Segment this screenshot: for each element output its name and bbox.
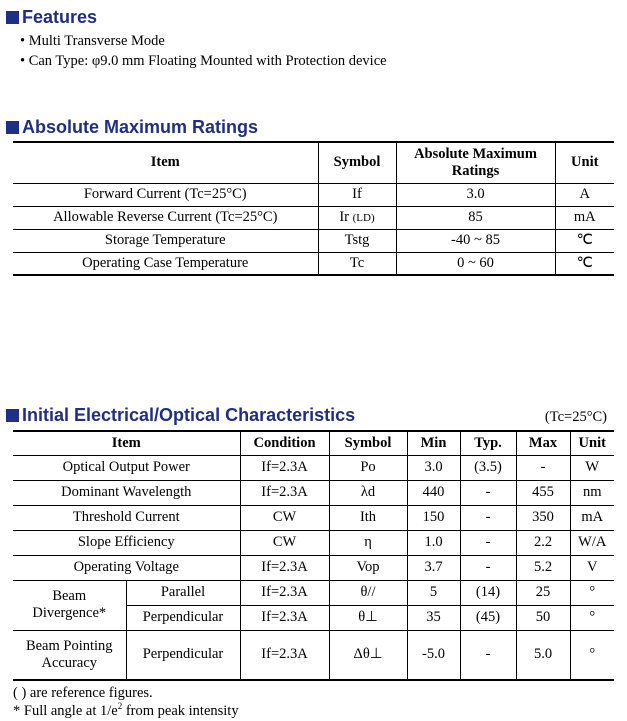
cell-max: 25 bbox=[516, 580, 570, 605]
tc-note: (Tc=25°C) bbox=[544, 409, 607, 425]
table-row bbox=[13, 580, 614, 605]
table-row bbox=[13, 229, 614, 252]
cell-sub: Perpendicular bbox=[126, 605, 240, 630]
cell-condition: If=2.3A bbox=[240, 630, 329, 680]
square-bullet-icon bbox=[6, 409, 19, 422]
cell-typ: (14) bbox=[460, 580, 516, 605]
cell-typ: (3.5) bbox=[460, 455, 516, 480]
cell-symbol: Po bbox=[329, 455, 407, 480]
cell-symbol: Ir (LD) bbox=[318, 206, 396, 229]
cell-unit: ° bbox=[570, 630, 614, 680]
electrical-table bbox=[13, 430, 614, 681]
col-header-typ: Typ. bbox=[460, 431, 516, 455]
cell-min: 3.0 bbox=[407, 455, 460, 480]
cell-item: Threshold Current bbox=[13, 505, 240, 530]
col-header-unit: Unit bbox=[555, 142, 614, 183]
cell-condition: CW bbox=[240, 505, 329, 530]
symbol-subscript: (LD) bbox=[352, 211, 375, 224]
abs-max-table bbox=[13, 141, 614, 276]
features-item: • Multi Transverse Mode bbox=[20, 33, 165, 49]
cell-condition: CW bbox=[240, 530, 329, 555]
cell-max: 2.2 bbox=[516, 530, 570, 555]
cell-unit: ° bbox=[570, 580, 614, 605]
table-header-row bbox=[13, 431, 614, 455]
cell-unit: W bbox=[570, 455, 614, 480]
cell-beam-pointing-label: Beam Pointing Accuracy bbox=[13, 630, 126, 680]
cell-item: Optical Output Power bbox=[13, 455, 240, 480]
cell-condition: If=2.3A bbox=[240, 605, 329, 630]
cell-condition: If=2.3A bbox=[240, 480, 329, 505]
abs-max-heading bbox=[6, 117, 258, 138]
cell-symbol: Vop bbox=[329, 555, 407, 580]
abs-max-title: Absolute Maximum Ratings bbox=[22, 117, 259, 137]
cell-symbol: θ// bbox=[329, 580, 407, 605]
cell-symbol: Tc bbox=[318, 252, 396, 275]
cell-condition: If=2.3A bbox=[240, 455, 329, 480]
cell-symbol: θ⊥ bbox=[329, 605, 407, 630]
cell-typ: - bbox=[460, 555, 516, 580]
cell-max: - bbox=[516, 455, 570, 480]
col-header-item: Item bbox=[13, 142, 318, 183]
cell-sub: Perpendicular bbox=[126, 630, 240, 680]
cell-item: Operating Voltage bbox=[13, 555, 240, 580]
electrical-title: Initial Electrical/Optical Characteristics bbox=[22, 405, 356, 425]
cell-beam-divergence-label: Beam Divergence* bbox=[13, 580, 126, 630]
cell-min: 440 bbox=[407, 480, 460, 505]
cell-item: Storage Temperature bbox=[13, 229, 318, 252]
table-row bbox=[13, 630, 614, 680]
cell-min: -5.0 bbox=[407, 630, 460, 680]
cell-max: 5.2 bbox=[516, 555, 570, 580]
cell-typ: - bbox=[460, 630, 516, 680]
table-row bbox=[13, 252, 614, 275]
table-row bbox=[13, 206, 614, 229]
features-title: Features bbox=[22, 7, 98, 27]
col-header-unit: Unit bbox=[570, 431, 614, 455]
cell-max: 455 bbox=[516, 480, 570, 505]
cell-min: 5 bbox=[407, 580, 460, 605]
cell-max: 350 bbox=[516, 505, 570, 530]
cell-item: Allowable Reverse Current (Tc=25°C) bbox=[13, 206, 318, 229]
cell-max: 50 bbox=[516, 605, 570, 630]
table-header-row bbox=[13, 142, 614, 183]
reference-note: ( ) are reference figures. bbox=[13, 685, 153, 701]
cell-min: 150 bbox=[407, 505, 460, 530]
cell-typ: - bbox=[460, 505, 516, 530]
cell-unit: mA bbox=[570, 505, 614, 530]
col-header-ratings: Absolute Maximum Ratings bbox=[396, 142, 555, 183]
cell-typ: - bbox=[460, 480, 516, 505]
cell-unit: ℃ bbox=[555, 252, 614, 275]
features-item: • Can Type: φ9.0 mm Floating Mounted with Protection device bbox=[20, 53, 387, 69]
col-header-min: Min bbox=[407, 431, 460, 455]
cell-item: Operating Case Temperature bbox=[13, 252, 318, 275]
cell-symbol: Tstg bbox=[318, 229, 396, 252]
cell-symbol: λd bbox=[329, 480, 407, 505]
electrical-heading bbox=[6, 405, 355, 426]
cell-max: 5.0 bbox=[516, 630, 570, 680]
cell-symbol: η bbox=[329, 530, 407, 555]
cell-condition: If=2.3A bbox=[240, 555, 329, 580]
cell-value: 0 ~ 60 bbox=[396, 252, 555, 275]
col-header-symbol: Symbol bbox=[318, 142, 396, 183]
cell-item: Slope Efficiency bbox=[13, 530, 240, 555]
features-list bbox=[20, 31, 387, 71]
cell-symbol: Ith bbox=[329, 505, 407, 530]
square-bullet-icon bbox=[6, 11, 19, 24]
cell-unit: ℃ bbox=[555, 229, 614, 252]
footnotes bbox=[13, 684, 239, 720]
cell-unit: W/A bbox=[570, 530, 614, 555]
cell-min: 3.7 bbox=[407, 555, 460, 580]
cell-unit: V bbox=[570, 555, 614, 580]
cell-value: 3.0 bbox=[396, 183, 555, 206]
table-row bbox=[13, 530, 614, 555]
cell-item: Forward Current (Tc=25°C) bbox=[13, 183, 318, 206]
cell-condition: If=2.3A bbox=[240, 580, 329, 605]
features-heading bbox=[6, 7, 97, 28]
cell-sub: Parallel bbox=[126, 580, 240, 605]
col-header-item: Item bbox=[13, 431, 240, 455]
cell-symbol: Δθ⊥ bbox=[329, 630, 407, 680]
cell-unit: mA bbox=[555, 206, 614, 229]
cell-typ: - bbox=[460, 530, 516, 555]
cell-min: 35 bbox=[407, 605, 460, 630]
col-header-max: Max bbox=[516, 431, 570, 455]
full-angle-note: * Full angle at $1/e^2$ from peak intensity bbox=[13, 701, 239, 719]
cell-typ: (45) bbox=[460, 605, 516, 630]
table-row bbox=[13, 480, 614, 505]
cell-unit: ° bbox=[570, 605, 614, 630]
col-header-symbol: Symbol bbox=[329, 431, 407, 455]
cell-item: Dominant Wavelength bbox=[13, 480, 240, 505]
square-bullet-icon bbox=[6, 121, 19, 134]
table-row bbox=[13, 555, 614, 580]
cell-unit: nm bbox=[570, 480, 614, 505]
cell-min: 1.0 bbox=[407, 530, 460, 555]
cell-value: -40 ~ 85 bbox=[396, 229, 555, 252]
col-header-condition: Condition bbox=[240, 431, 329, 455]
cell-value: 85 bbox=[396, 206, 555, 229]
cell-symbol: If bbox=[318, 183, 396, 206]
table-row bbox=[13, 183, 614, 206]
cell-unit: A bbox=[555, 183, 614, 206]
table-row bbox=[13, 455, 614, 480]
table-row bbox=[13, 505, 614, 530]
